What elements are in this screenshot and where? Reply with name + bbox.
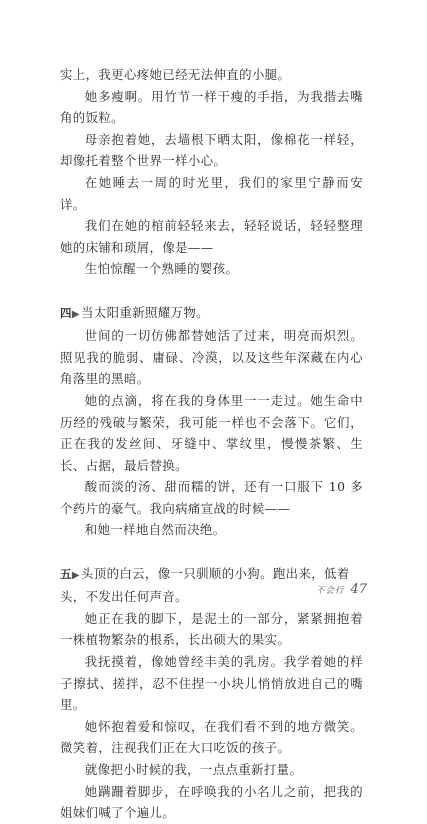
paragraph: 她怀抱着爱和惊叹，在我们看不到的地方微笑。微笑着，注视我们正在大口吃饭的孩子。 <box>60 718 363 756</box>
section-four <box>60 302 363 542</box>
triangle-arrow-icon: ▶ <box>71 569 80 581</box>
paragraph: 她蹒跚着脚步，在呼唤我的小名儿之前，把我的姐妹们喊了个遍儿。 <box>60 783 363 821</box>
section-title: 当太阳重新照耀万物。 <box>81 304 209 320</box>
paragraph: 世间的一切仿佛都替她活了过来，明亮而炽烈。照见我的脆弱、庸碌、冷漠，以及这些年深藏在内心角落里的黑暗。 <box>60 328 363 387</box>
paragraph: 她的点滴，将在我的身体里一一走过。她生命中历经的残破与繁荣，我可能一样也不会落下。它们，正在我的发丝间、牙缝中、掌纹里，慢慢茶繁、生长、占据，最后替换。 <box>60 392 363 473</box>
paragraph: 就像把小时候的我，一点点重新打量。 <box>84 762 303 777</box>
opening-paragraphs <box>60 64 363 280</box>
section-number: 五 <box>60 566 72 581</box>
paragraph: 在她睡去一周的时光里，我们的家里宁静而安详。 <box>60 174 363 212</box>
section-gap <box>60 541 363 563</box>
triangle-arrow-icon: ▶ <box>71 308 80 320</box>
section-five <box>60 563 363 824</box>
paragraph: 和她一样地自然而决绝。 <box>84 522 226 538</box>
paragraph: 我抚摸着，像她曾经丰美的乳房。我学着她的样子擦拭、搓拌，忍不住捏一小块儿悄悄放进自己的嘴里。 <box>60 654 363 713</box>
paragraph: 生怕惊醒一个熟睡的婴孩。 <box>84 261 239 277</box>
section-number: 四 <box>60 305 72 320</box>
page-body <box>60 64 363 824</box>
page-footer <box>316 578 367 597</box>
paragraph: 她多瘦啊。用竹节一样干瘦的手指，为我揩去嘴角的饭粒。 <box>60 88 363 126</box>
section-heading <box>60 302 363 326</box>
running-footer-label: 不会行 <box>315 586 345 596</box>
page-number: 47 <box>350 582 367 597</box>
paragraph: 母亲抱着她，去墙根下晒太阳，像棉花一样轻，却像托着整个世界一样小心。 <box>60 131 363 169</box>
paragraph: 我们在她的棺前轻轻来去，轻轻说话，轻轻整理她的床铺和琐屑，像是—— <box>60 218 363 255</box>
paragraph: 她正在我的脚下，是泥土的一部分，紧紧拥抱着一株植物繁杂的根系，长出硕大的果实。 <box>60 610 363 648</box>
section-gap <box>60 280 363 302</box>
paragraph: 酸而淡的汤、甜而糯的饼，还有一口服下 10 多个药片的豪气。我向病痛宣战的时候—— <box>60 479 363 516</box>
paragraph: 实上，我更心疼她已经无法伸直的小腿。 <box>60 67 291 82</box>
section-title: 头顶的白云，像一只驯顺的小狗。跑出来，低着头，不发出任何声音。 <box>60 565 350 605</box>
